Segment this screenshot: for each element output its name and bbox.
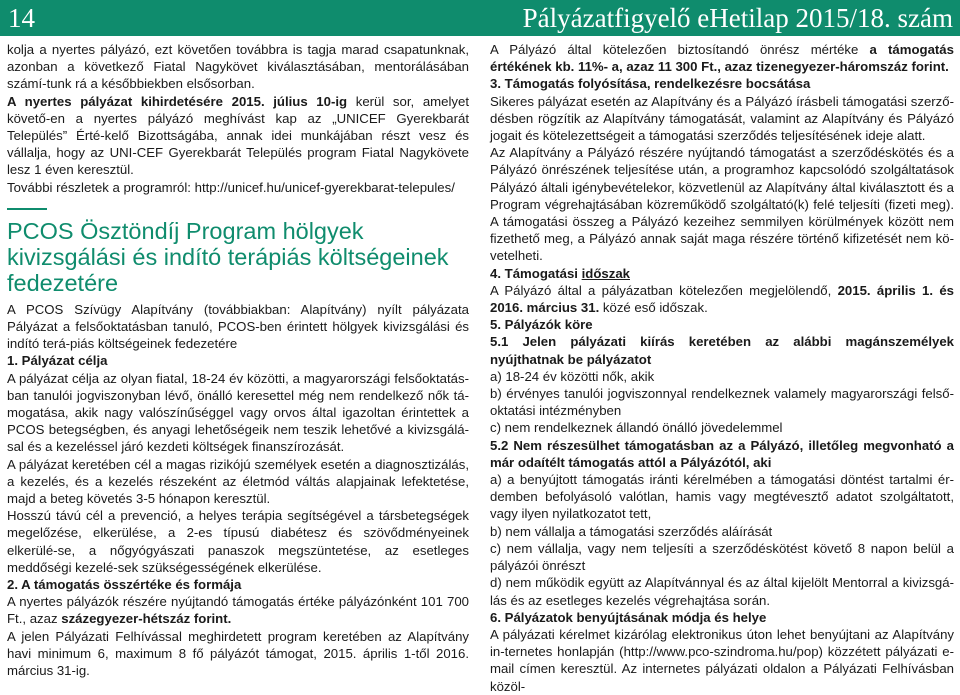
- section-3-paragraph-1: Sikeres pályázat esetén az Alapítvány és a Pályázó írásbeli támogatási szerző-désben rögzítik az Alapítvány támogatását, valamint az Alapítvány és Pályázó jogait és kötelezettségeit a támogatási szerződés teljesítésének ideje alatt.: [490, 93, 954, 144]
- section-3-paragraph-2: Az Alapítvány a Pályázó részére nyújtandó támogatást a szerződéskötés és a Pályázó önrészének teljesítése után, a programhoz kapcsolódó szolgáltatások Pályázó általi igénybevételekor, közvetlenül az Alapítvány által kiválasztott és a Program végrehajtásában közreműködő szolgáltató(k) felé teljesíti (fizeti meg). A támogatási összeg a Pályázó kezeihez semmilyen körülmények között nem fizethető meg, a Pályázó annak saját maga részére történő kifizetését nem kö-vetelheti.: [490, 145, 954, 264]
- right-column: [490, 41, 954, 695]
- section-2-heading: 2. A támogatás összértéke és formája: [7, 577, 242, 593]
- section-6-paragraph: A pályázati kérelmet kizárólag elektronikus úton lehet benyújtani az Alapítvány in-ternetes honlapján (http://www.pco-szindroma.hu/pop) közzétett pályázati e-mail címen keresztül. Az internetes pályázati oldalon a Pályázati Felhívásban közöl-: [490, 626, 954, 694]
- section-5-heading: 5. Pályázók köre: [490, 317, 593, 333]
- list-item: a) a benyújtott támogatás iránti kérelmében a támogatási döntést tartalmi ér-demben befolyásoló valótlan, hamis vagy megtévesztő adatot szolgáltatott, vagy ilyen nyilatkozatot tett,: [490, 472, 954, 522]
- list-item: c) nem vállalja, vagy nem teljesíti a szerződéskötést követő 8 napon belül a pályázói önrészt: [490, 540, 954, 574]
- section-3-heading: 3. Támogatás folyósítása, rendelkezésre bocsátása: [490, 76, 811, 92]
- page-header: [0, 0, 960, 36]
- section-1-paragraph-2: A pályázat keretében cél a magas rizikójú személyek esetén a diagnosztizálás, a kezelés, és a kezelés részeként az életmód váltás alapjainak lefektetése, majd a beteg követés 3-5 hónapon keresztül.: [7, 456, 469, 507]
- deadline-label: A nyertes pályázat kihirdetésére 2015. július 10-ig: [7, 93, 348, 109]
- list-item: c) nem rendelkeznek állandó önálló jövedelemmel: [490, 420, 783, 436]
- section-2-paragraph-1: A nyertes pályázók részére nyújtandó támogatás értéke pályázónként 101 700 Ft., azaz százegyezer-hétszáz forint.: [7, 594, 469, 627]
- section-5-1-heading: 5.1 Jelen pályázati kiírás keretében az alábbi magánszemélyek nyújthatnak be pályázatot: [490, 334, 954, 367]
- list-item: a) 18-24 év közötti nők, akik: [490, 368, 655, 384]
- page-number: 14: [8, 3, 35, 33]
- more-info-link[interactable]: További részletek a programról: http://unicef.hu/unicef-gyerekbarat-telepules/: [7, 179, 455, 195]
- announcement-paragraph: A PCOS Szívügy Alapítvány (továbbiakban: Alapítvány) nyílt pályázata Pályázat a felsőoktatásban tanuló, PCOS-ben érintett hölgyek kivizsgálási és indító terá-piás költségeinek fedezetére: [7, 301, 469, 352]
- section-4-paragraph: A Pályázó által a pályázatban kötelezően megjelölendő, 2015. április 1. és 2016. március 31. közé eső időszak.: [490, 282, 954, 316]
- left-column: [7, 41, 469, 679]
- deadline-text: kerül sor, amelyet követő-en a nyertes pályázó meghívást kap az „UNICEF Gyerekbarát Település” Érté-kelő Bizottságába, annak idei munkájában részt vesz és vállalja, hogy az UNI-CEF Gyerekbarát Település program Fiatal Nagykövete lesz 1 éven keresztül.: [7, 93, 469, 178]
- section-1-heading: 1. Pályázat célja: [7, 353, 108, 369]
- list-item: b) érvényes tanulói jogviszonnyal rendelkeznek valamely magyarországi felső-oktatási intézményben: [490, 386, 954, 419]
- section-5-2-heading: 5.2 Nem részesülhet támogatásban az a Pályázó, illetőleg megvonható a már odaítélt támogatás attól a Pályázótól, aki: [490, 437, 954, 470]
- deadline-paragraph: [7, 93, 469, 179]
- self-contribution-paragraph: A Pályázó által kötelezően biztosítandó önrész mértéke a támogatás értékének kb. 11%- a, azaz 11 300 Ft., azaz tizenegyezer-háromszáz forint.: [490, 42, 954, 75]
- intro-paragraph: kolja a nyertes pályázó, ezt követően továbbra is tagja marad csapatunknak, azonban a következő Fiatal Nagykövet kiválasztásában, mentorálásában számí-tunk rá a későbbiekben elsősorban.: [7, 42, 469, 92]
- section-1-paragraph-3: Hosszú távú cél a prevenció, a helyes terápia segítségével a társbetegségek megelőzése, elkerülése, a 2-es típusú diabétesz és szövődményeinek elkerülé-se, a nőgyógyászati panaszok megszüntetése, az esetleges meddőségi kezelé-sek szükségességének elkerülése.: [7, 508, 469, 575]
- section-divider: [7, 208, 47, 210]
- section-6-heading: 6. Pályázatok benyújtásának módja és helye: [490, 609, 767, 625]
- section-2-paragraph-2: A jelen Pályázati Felhívással meghirdetett program keretében az Alapítvány havi minimum 6, maximum 8 fő pályázót támogat, 2015. április 1-től 2016. március 31-ig.: [7, 628, 469, 679]
- section-1-paragraph-1: A pályázat célja az olyan fiatal, 18-24 év közötti, a magyarországi felsőoktatás-ban tanulói jogviszonyban lévő, önálló keresettel még nem rendelkező nők tá-mogatása, akik nagy valószínűséggel vagy orvos által igazoltan érintettek a PCOS betegségben, és anyagi lehetőségeik nem teszik lehetővé a kivizsgálá-sal és a kezeléssel járó kezdeti költségek finanszírozását.: [7, 370, 469, 455]
- section-4-heading: 4. Támogatási időszak: [490, 265, 630, 281]
- magazine-title: Pályázatfigyelő eHetilap 2015/18. szám: [522, 3, 953, 33]
- list-item: b) nem vállalja a támogatási szerződés aláírását: [490, 523, 773, 539]
- article-title: PCOS Ösztöndíj Program hölgyek kivizsgálási és indító terápiás költségeinek fedezetére: [7, 217, 449, 296]
- list-item: d) nem működik együtt az Alapítvánnyal és az által kijelölt Mentorral a kivizsgá-lás és az esetleges kezelés végrehajtása során.: [490, 575, 954, 608]
